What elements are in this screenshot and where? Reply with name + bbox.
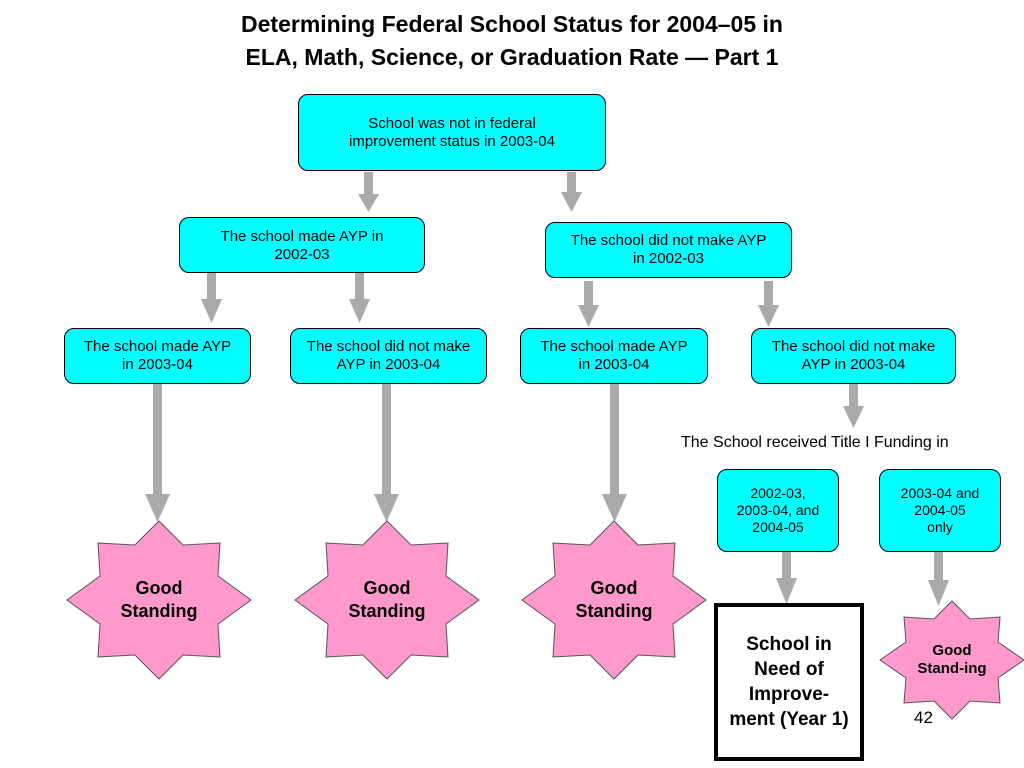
- good-standing-star-2: [294, 520, 480, 680]
- arrow-made-0203-to-made-0304: [201, 273, 222, 323]
- node-a-made-ayp-0304-text: The school made AYP in 2003-04: [83, 338, 232, 373]
- good-standing-label-4: [879, 600, 1024, 720]
- node-funding-two-years: [879, 469, 1001, 552]
- root-node-text: School was not in federal improvement status in 2003-04: [349, 114, 555, 150]
- good-standing-label-1: [66, 520, 252, 680]
- page-number: 42: [914, 708, 933, 727]
- node-b-notmade-ayp-0304: [751, 328, 956, 384]
- title-line-2: ELA, Math, Science, or Graduation Rate — Part 1: [245, 44, 779, 70]
- good-standing-star-3: [521, 520, 707, 680]
- good-standing-label-2: [294, 520, 480, 680]
- arrow-made-0203-to-notmade-0304: [349, 273, 370, 323]
- node-notmade-ayp-0203: [545, 222, 792, 278]
- node-made-ayp-0203-text: The school made AYP in 2002-03: [220, 228, 384, 263]
- arrow-to-need-improvement: [776, 552, 797, 604]
- title-line-1: Determining Federal School Status for 2004–05 in: [241, 11, 783, 37]
- node-funding-all-years-text: 2002-03, 2003-04, and 2004-05: [736, 485, 820, 535]
- node-made-ayp-0203: [179, 217, 425, 273]
- title1-funding-caption: The School received Title I Funding in: [681, 434, 949, 451]
- arrow-to-good-standing-3: [602, 384, 627, 522]
- good-standing-star-1: [66, 520, 252, 680]
- good-standing-text-2: Good Standing: [348, 578, 426, 621]
- root-node: [298, 94, 606, 171]
- good-standing-label-3: [521, 520, 707, 680]
- arrow-root-to-notmade-0203: [561, 172, 582, 212]
- node-funding-all-years: [717, 469, 839, 552]
- node-a-notmade-ayp-0304-text: The school did not make AYP in 2003-04: [306, 338, 471, 373]
- good-standing-text-4: Good Stand-ing: [917, 642, 987, 677]
- good-standing-star-4: [879, 600, 1024, 720]
- arrow-notmade-0203-to-notmade-0304: [758, 281, 779, 327]
- good-standing-text-1: Good Standing: [120, 578, 198, 621]
- need-improvement-text: School in Need of Improve-ment (Year 1): [729, 634, 849, 730]
- node-b-made-ayp-0304-text: The school made AYP in 2003-04: [540, 338, 688, 373]
- arrow-to-good-standing-4: [928, 552, 949, 606]
- arrow-notmade-0203-to-made-0304: [578, 281, 599, 327]
- arrow-to-title1-caption: [843, 384, 864, 428]
- node-b-notmade-ayp-0304-text: The school did not make AYP in 2003-04: [771, 338, 936, 373]
- arrow-root-to-made-0203: [358, 172, 379, 212]
- node-notmade-ayp-0203-text: The school did not make AYP in 2002-03: [570, 232, 767, 267]
- node-a-made-ayp-0304: [64, 328, 251, 384]
- node-a-notmade-ayp-0304: [290, 328, 487, 384]
- need-improvement-box: [714, 603, 864, 761]
- arrow-to-good-standing-2: [374, 384, 399, 522]
- arrow-to-good-standing-1: [145, 384, 170, 522]
- node-b-made-ayp-0304: [520, 328, 708, 384]
- node-funding-two-years-text: 2003-04 and 2004-05 only: [900, 485, 980, 535]
- good-standing-text-3: Good Standing: [575, 578, 653, 621]
